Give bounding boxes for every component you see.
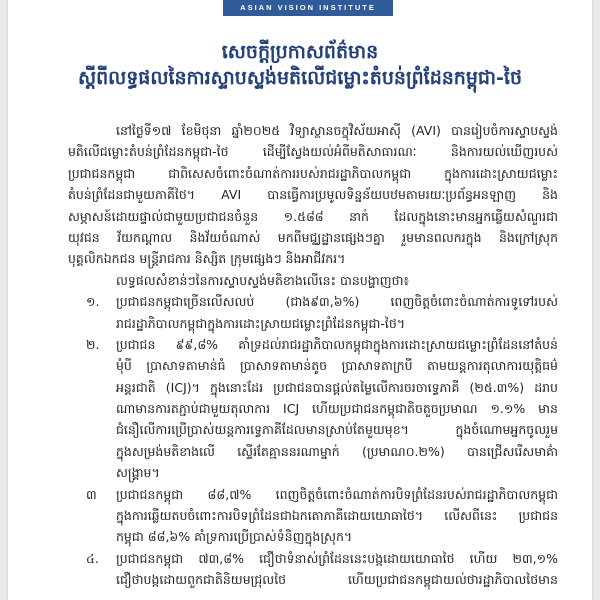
text-line: ប្រជាជនកម្ពុជា ជាពិសេសចំពោះចំណាត់ការរបស់រាជរដ្ឋាភិបាលកម្ពុជា ក្នុងការដោះស្រាយជម្លោះ xyxy=(68,165,558,181)
result-item xyxy=(68,548,558,591)
document-title: សេចក្តីប្រកាសព័ត៌មាន xyxy=(221,41,379,63)
document-body xyxy=(68,120,558,591)
text-line: មុំបី ប្រាសាទតាមាន់ធំ ប្រាសាទតាមាន់តូច ប្រាសាទតាក្របី តាមយន្តការតុលាការយុត្តិធម៌ xyxy=(116,358,558,374)
item-text xyxy=(116,548,558,591)
item-text xyxy=(116,291,558,334)
text-line: ណាមានការតភ្ជាប់ជាមួយតុលាការ ICJ ហើយប្រជាជនកម្ពុជាតិចតួចប្រមាណ ១.១% មាន xyxy=(116,401,558,417)
text-line: ប្រជាជនកម្ពុជា ៨៨,៧% ពេញចិត្តចំពោះចំណាត់ការបិទព្រំដែនរបស់រាជរដ្ឋាភិបាលកម្ពុជា xyxy=(116,486,558,502)
item-number: ១. xyxy=(86,294,100,310)
text-line: ក្នុងការឆ្លើយតបចំពោះការបិទព្រំដែនជាឯកតោភាគីដោយយោធាថៃ។ លើសពីនេះ ប្រជាជន xyxy=(116,508,558,524)
text-line: អន្តរជាតិ (ICJ)។ ក្នុងនោះដែរ ប្រជាជនបានផ្តល់តម្លៃលើការចរចាទ្វេភាគី (២៥.៣%) ដរាប xyxy=(116,379,558,395)
item-number: ៤. xyxy=(86,550,99,566)
text-line: ក្នុងសម្រង់មតិខាងលើ ស្ទើរតែគ្មាននរណាម្នាក់ (ប្រមាណ០.២%) បានជ្រើសរើសមាគ៌ា xyxy=(116,443,558,459)
text-line: ប្រជាជនកម្ពុជាច្រើនលើសលប់ (ជាង៩៣,៦%) ពេញចិត្តចំពោះចំណាត់ការទូទៅរបស់ xyxy=(116,294,558,310)
text-line: សម្ភាសន៍ដោយផ្ទាល់ជាមួយប្រជាជនចំនួន ១.៥៨៨ នាក់ ដែលក្នុងនោះមានអ្នកឆ្លើយសំណួរជា xyxy=(68,208,558,224)
result-item xyxy=(68,484,558,548)
intro-paragraph xyxy=(68,120,558,270)
text-line: នៅថ្ងៃទី១៧ ខែមិថុនា ឆ្នាំ២០២៥ វិទ្យាស្ថានចក្ខុវិស័យអាស៊ី (AVI) បានរៀបចំការស្ទាបស្ទង់ xyxy=(116,123,558,138)
document-subtitle: ស្តីពីលទ្ធផលនៃការស្ទាបស្ទង់មតិលើជម្លោះតំបន់ព្រំដែនកម្ពុជា-ថៃ xyxy=(77,67,522,89)
text-line: ជំនឿលើការប្រើប្រាស់យន្តការទ្វេភាគីដែលមានស្រាប់តែមួយមុខ។ ក្នុងចំណោមអ្នកចូលរួម xyxy=(116,422,558,438)
text-line: យុវជន វ័យកណ្តាល និងវ័យចំណាស់ មកពីមជ្ឈដ្ឋានផ្សេងៗគ្នា រួមមានពលករក្នុង និងក្រៅស្រុក xyxy=(68,229,558,245)
result-item xyxy=(68,291,558,334)
text-line: ប្រជាជន ៩៩,៨% គាំទ្រដល់រាជរដ្ឋាភិបាលកម្ពុជាក្នុងការដោះស្រាយជម្លោះព្រំដែននៅតំបន់ xyxy=(116,336,558,352)
item-number: ៣ xyxy=(86,486,97,502)
results-heading: លទ្ធផលសំខាន់ៗនៃការស្ទាបស្ទង់មតិខាងលើនេះ បានបង្ហាញថា៖ xyxy=(116,272,409,288)
text-line: មតិលើជម្លោះតំបន់ព្រំដែនកម្ពុជា-ថៃ ដើម្បីស្វែងយល់អំពីមតិសាធារណៈ និងការយល់ឃើញរបស់ xyxy=(68,144,558,160)
item-text xyxy=(116,334,558,484)
item-text xyxy=(116,484,558,548)
text-line: សង្គ្រាម។ xyxy=(116,465,160,481)
result-item xyxy=(68,334,558,484)
results-list xyxy=(68,291,558,590)
text-line: តំបន់ព្រំដែនជាមួយភាគីថៃ។ AVI បានធ្វើការប្រមូលទិន្នន័យបឋមតាមរយៈប្រព័ន្ធអនឡាញ និង xyxy=(68,187,558,203)
text-line: បុគ្គលិកឯកជន មន្ត្រីរាជការ និស្សិត ក្រុមផ្សេងៗ និងអាជីវករ។ xyxy=(68,251,346,267)
text-line: ប្រជាជនកម្ពុជា ៧៣,៨% ជឿថាទំនាស់ព្រំដែននេះបង្កដោយយោធាថៃ ហើយ ២៣,១% xyxy=(116,550,558,566)
item-number: ២. xyxy=(86,336,100,352)
text-line: រាជរដ្ឋាភិបាលកម្ពុជាក្នុងការដោះស្រាយជម្លោះព្រំដែនកម្ពុជា-ថៃ។ xyxy=(116,315,406,331)
asian-vision-institute-logo: ASIAN VISION INSTITUTE xyxy=(223,0,393,16)
text-line: កម្ពុជា ៨៨,៦% គាំទ្រការប្រើប្រាស់ទំនិញក្នុងស្រុក។ xyxy=(116,529,353,545)
document-page xyxy=(8,0,592,600)
text-line: ជឿថាបង្កដោយពួកជាតិនិយមជ្រុលថៃ ហើយប្រជាជនកម្ពុជាយល់ថារដ្ឋាភិបាលថៃមាន xyxy=(116,572,558,588)
